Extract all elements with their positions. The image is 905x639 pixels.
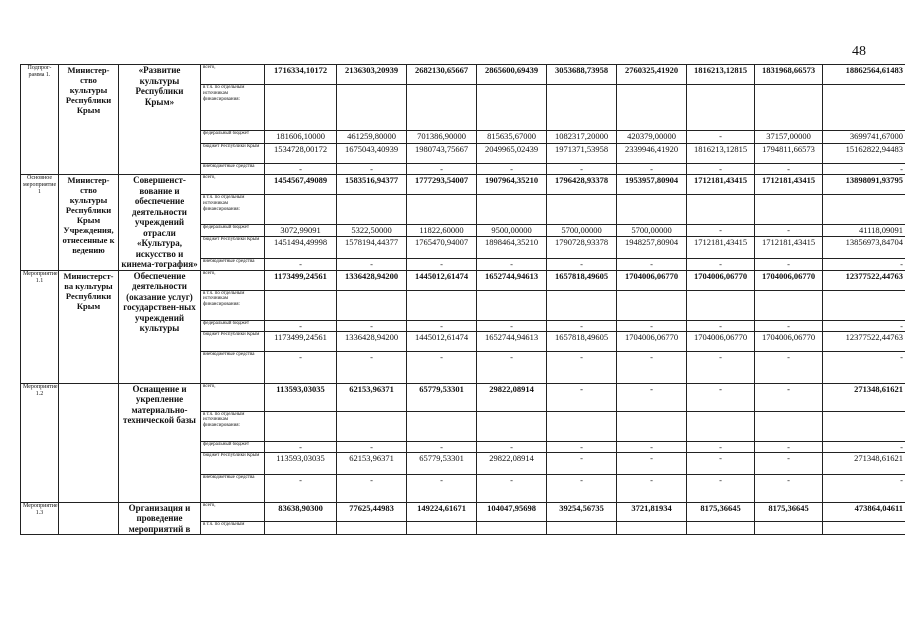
- year-value-cell: 1716334,10172: [265, 65, 337, 85]
- year-value-cell: 1451494,49998: [265, 237, 337, 259]
- year-value-cell: 1971371,53958: [547, 144, 617, 164]
- year-value-cell: -: [547, 351, 617, 383]
- year-value-cell: [547, 85, 617, 131]
- year-value-cell: 1336428,94200: [337, 270, 407, 290]
- funding-source-cell: федеральный бюджет: [201, 441, 265, 452]
- year-value-cell: -: [755, 320, 823, 331]
- total-value-cell: 41118,09091: [823, 225, 905, 237]
- year-value-cell: [477, 290, 547, 320]
- total-value-cell: -: [823, 259, 905, 270]
- year-value-cell: [407, 290, 477, 320]
- total-value-cell: 13898091,93795: [823, 175, 905, 195]
- year-value-cell: [337, 521, 407, 534]
- funding-source-cell: федеральный бюджет: [201, 131, 265, 144]
- total-value-cell: 12377522,44763: [823, 270, 905, 290]
- page-number: 48: [852, 44, 866, 59]
- year-value-cell: 1794811,66573: [755, 144, 823, 164]
- year-value-cell: 1765470,94007: [407, 237, 477, 259]
- year-value-cell: -: [337, 351, 407, 383]
- year-value-cell: [477, 85, 547, 131]
- year-value-cell: 9500,00000: [477, 225, 547, 237]
- year-value-cell: 2049965,02439: [477, 144, 547, 164]
- year-value-cell: 1704006,06770: [617, 331, 687, 351]
- year-value-cell: [617, 195, 687, 225]
- year-value-cell: -: [687, 383, 755, 411]
- year-value-cell: [755, 290, 823, 320]
- year-value-cell: 461259,80000: [337, 131, 407, 144]
- table-row: [21, 65, 905, 85]
- year-value-cell: [687, 521, 755, 534]
- total-value-cell: [823, 521, 905, 534]
- year-value-cell: 1652744,94613: [477, 331, 547, 351]
- year-value-cell: -: [617, 164, 687, 175]
- year-value-cell: [617, 411, 687, 441]
- total-value-cell: -: [823, 351, 905, 383]
- year-value-cell: -: [547, 164, 617, 175]
- year-value-cell: 2339946,41920: [617, 144, 687, 164]
- year-value-cell: -: [547, 474, 617, 502]
- year-value-cell: -: [617, 383, 687, 411]
- year-value-cell: 1712181,43415: [687, 175, 755, 195]
- year-value-cell: 1657818,49605: [547, 331, 617, 351]
- year-value-cell: [755, 521, 823, 534]
- year-value-cell: -: [265, 259, 337, 270]
- year-value-cell: -: [337, 474, 407, 502]
- year-value-cell: [547, 411, 617, 441]
- year-value-cell: 113593,03035: [265, 383, 337, 411]
- year-value-cell: 1953957,80904: [617, 175, 687, 195]
- year-value-cell: [547, 521, 617, 534]
- year-value-cell: 5700,00000: [547, 225, 617, 237]
- year-value-cell: 2136303,20939: [337, 65, 407, 85]
- total-value-cell: 271348,61621: [823, 383, 905, 411]
- year-value-cell: 83638,90300: [265, 502, 337, 521]
- year-value-cell: -: [755, 259, 823, 270]
- year-value-cell: -: [755, 452, 823, 474]
- year-value-cell: -: [407, 164, 477, 175]
- total-value-cell: 15162822,94483: [823, 144, 905, 164]
- year-value-cell: [687, 290, 755, 320]
- year-value-cell: -: [687, 225, 755, 237]
- year-value-cell: 1534728,00172: [265, 144, 337, 164]
- year-value-cell: 2760325,41920: [617, 65, 687, 85]
- year-value-cell: -: [755, 164, 823, 175]
- funding-source-cell: федеральный бюджет: [201, 320, 265, 331]
- funding-source-cell: всего,: [201, 175, 265, 195]
- year-value-cell: 1445012,61474: [407, 331, 477, 351]
- year-value-cell: -: [547, 383, 617, 411]
- funding-source-cell: внебюджетные средства: [201, 351, 265, 383]
- program-name-cell: Обеспечение деятельности (оказание услуг) государствен-ных учреждений культуры: [119, 270, 201, 383]
- year-value-cell: -: [755, 474, 823, 502]
- year-value-cell: 77625,44983: [337, 502, 407, 521]
- funding-source-cell: внебюджетные средства: [201, 259, 265, 270]
- year-value-cell: 65779,53301: [407, 452, 477, 474]
- year-value-cell: 1454567,49089: [265, 175, 337, 195]
- year-value-cell: [337, 195, 407, 225]
- year-value-cell: -: [687, 131, 755, 144]
- year-value-cell: -: [755, 383, 823, 411]
- section-code-cell: Мероприятие 1.3: [21, 502, 59, 535]
- funding-source-cell: бюджет Республики Крым: [201, 237, 265, 259]
- year-value-cell: [407, 85, 477, 131]
- year-value-cell: -: [547, 452, 617, 474]
- year-value-cell: 65779,53301: [407, 383, 477, 411]
- funding-source-cell: в т.ч. по отдельным: [201, 521, 265, 534]
- year-value-cell: -: [547, 259, 617, 270]
- year-value-cell: [755, 195, 823, 225]
- funding-source-cell: бюджет Республики Крым: [201, 452, 265, 474]
- section-code-cell: Подпрог-рамма 1.: [21, 65, 59, 175]
- year-value-cell: [547, 195, 617, 225]
- total-value-cell: [823, 290, 905, 320]
- year-value-cell: -: [407, 351, 477, 383]
- responsible-cell: [59, 383, 119, 502]
- year-value-cell: 1712181,43415: [687, 237, 755, 259]
- year-value-cell: 1082317,20000: [547, 131, 617, 144]
- year-value-cell: 1173499,24561: [265, 331, 337, 351]
- funding-source-cell: бюджет Республики Крым: [201, 144, 265, 164]
- year-value-cell: -: [687, 320, 755, 331]
- year-value-cell: 62153,96371: [337, 383, 407, 411]
- year-value-cell: 1831968,66573: [755, 65, 823, 85]
- year-value-cell: -: [617, 452, 687, 474]
- year-value-cell: -: [477, 320, 547, 331]
- year-value-cell: 181606,10000: [265, 131, 337, 144]
- year-value-cell: 1583516,94377: [337, 175, 407, 195]
- section-code-cell: Мероприятие 1.2: [21, 383, 59, 502]
- funding-source-cell: внебюджетные средства: [201, 164, 265, 175]
- year-value-cell: -: [755, 441, 823, 452]
- year-value-cell: 1675043,40939: [337, 144, 407, 164]
- year-value-cell: [617, 290, 687, 320]
- year-value-cell: 8175,36645: [755, 502, 823, 521]
- total-value-cell: 473864,04611: [823, 502, 905, 521]
- year-value-cell: 420379,00000: [617, 131, 687, 144]
- year-value-cell: 2682130,65667: [407, 65, 477, 85]
- year-value-cell: 1704006,06770: [755, 270, 823, 290]
- funding-source-cell: в т.ч. по отдельным источникам финансирования:: [201, 411, 265, 441]
- year-value-cell: [337, 411, 407, 441]
- year-value-cell: 1790728,93378: [547, 237, 617, 259]
- total-value-cell: -: [823, 320, 905, 331]
- year-value-cell: -: [407, 320, 477, 331]
- year-value-cell: -: [337, 164, 407, 175]
- year-value-cell: -: [687, 351, 755, 383]
- year-value-cell: -: [477, 474, 547, 502]
- year-value-cell: 1777293,54007: [407, 175, 477, 195]
- year-value-cell: 1712181,43415: [755, 175, 823, 195]
- responsible-cell: [59, 502, 119, 535]
- year-value-cell: -: [265, 441, 337, 452]
- funding-source-cell: федеральный бюджет: [201, 225, 265, 237]
- year-value-cell: [687, 195, 755, 225]
- total-value-cell: -: [823, 474, 905, 502]
- total-value-cell: 12377522,44763: [823, 331, 905, 351]
- year-value-cell: 1796428,93378: [547, 175, 617, 195]
- total-value-cell: -: [823, 441, 905, 452]
- total-value-cell: [823, 85, 905, 131]
- year-value-cell: 1816213,12815: [687, 65, 755, 85]
- year-value-cell: [265, 85, 337, 131]
- program-name-cell: Оснащение и укрепление материально-технической базы: [119, 383, 201, 502]
- year-value-cell: 1336428,94200: [337, 331, 407, 351]
- year-value-cell: [477, 521, 547, 534]
- year-value-cell: 701386,90000: [407, 131, 477, 144]
- year-value-cell: [477, 411, 547, 441]
- table-row: [21, 175, 905, 195]
- year-value-cell: [265, 195, 337, 225]
- year-value-cell: 5700,00000: [617, 225, 687, 237]
- year-value-cell: 104047,95698: [477, 502, 547, 521]
- year-value-cell: -: [477, 351, 547, 383]
- year-value-cell: -: [477, 164, 547, 175]
- year-value-cell: [407, 411, 477, 441]
- year-value-cell: -: [407, 474, 477, 502]
- year-value-cell: 1445012,61474: [407, 270, 477, 290]
- year-value-cell: 29822,08914: [477, 383, 547, 411]
- total-value-cell: -: [823, 164, 905, 175]
- funding-source-cell: всего,: [201, 502, 265, 521]
- total-value-cell: [823, 195, 905, 225]
- year-value-cell: -: [687, 474, 755, 502]
- funding-source-cell: всего,: [201, 383, 265, 411]
- year-value-cell: -: [687, 164, 755, 175]
- funding-source-cell: внебюджетные средства: [201, 474, 265, 502]
- year-value-cell: 1657818,49605: [547, 270, 617, 290]
- year-value-cell: 1704006,06770: [687, 331, 755, 351]
- year-value-cell: -: [407, 259, 477, 270]
- year-value-cell: -: [617, 474, 687, 502]
- year-value-cell: 1816213,12815: [687, 144, 755, 164]
- year-value-cell: 29822,08914: [477, 452, 547, 474]
- year-value-cell: -: [617, 259, 687, 270]
- year-value-cell: 1907964,35210: [477, 175, 547, 195]
- year-value-cell: [755, 411, 823, 441]
- table-row: [21, 502, 905, 521]
- total-value-cell: [823, 411, 905, 441]
- table-row: [21, 270, 905, 290]
- year-value-cell: [687, 85, 755, 131]
- year-value-cell: 8175,36645: [687, 502, 755, 521]
- year-value-cell: 5322,50000: [337, 225, 407, 237]
- year-value-cell: 1898464,35210: [477, 237, 547, 259]
- year-value-cell: -: [337, 320, 407, 331]
- funding-source-cell: всего,: [201, 270, 265, 290]
- year-value-cell: -: [477, 441, 547, 452]
- year-value-cell: -: [337, 259, 407, 270]
- year-value-cell: -: [265, 320, 337, 331]
- year-value-cell: -: [687, 441, 755, 452]
- program-name-cell: «Развитие культуры Республики Крым»: [119, 65, 201, 175]
- year-value-cell: [337, 85, 407, 131]
- year-value-cell: -: [617, 320, 687, 331]
- year-value-cell: -: [617, 441, 687, 452]
- year-value-cell: 1980743,75667: [407, 144, 477, 164]
- year-value-cell: -: [265, 474, 337, 502]
- year-value-cell: -: [265, 351, 337, 383]
- total-value-cell: 13856973,84704: [823, 237, 905, 259]
- responsible-cell: Министер-ство культуры Республики Крым: [59, 65, 119, 175]
- year-value-cell: 3721,81934: [617, 502, 687, 521]
- table-row: [21, 383, 905, 411]
- budget-table: [20, 64, 905, 535]
- year-value-cell: 2865600,69439: [477, 65, 547, 85]
- year-value-cell: [265, 290, 337, 320]
- funding-source-cell: всего,: [201, 65, 265, 85]
- year-value-cell: [617, 85, 687, 131]
- section-code-cell: Мероприятие 1.1: [21, 270, 59, 383]
- year-value-cell: 1652744,94613: [477, 270, 547, 290]
- year-value-cell: -: [547, 320, 617, 331]
- year-value-cell: 1704006,06770: [755, 331, 823, 351]
- year-value-cell: -: [477, 259, 547, 270]
- funding-source-cell: в т.ч. по отдельным источникам финансирования:: [201, 85, 265, 131]
- year-value-cell: 11822,60000: [407, 225, 477, 237]
- year-value-cell: 62153,96371: [337, 452, 407, 474]
- year-value-cell: 1578194,44377: [337, 237, 407, 259]
- total-value-cell: 3699741,67000: [823, 131, 905, 144]
- year-value-cell: -: [265, 164, 337, 175]
- year-value-cell: 815635,67000: [477, 131, 547, 144]
- year-value-cell: [547, 290, 617, 320]
- year-value-cell: [407, 195, 477, 225]
- program-name-cell: Организация и проведение мероприятий в: [119, 502, 201, 535]
- year-value-cell: -: [407, 441, 477, 452]
- section-code-cell: Основное мероприятие 1: [21, 175, 59, 271]
- year-value-cell: 37157,00000: [755, 131, 823, 144]
- year-value-cell: 3053688,73958: [547, 65, 617, 85]
- year-value-cell: 1173499,24561: [265, 270, 337, 290]
- year-value-cell: 113593,03035: [265, 452, 337, 474]
- total-value-cell: 271348,61621: [823, 452, 905, 474]
- year-value-cell: -: [687, 259, 755, 270]
- year-value-cell: 3072,99091: [265, 225, 337, 237]
- responsible-cell: Министер-ство культуры Республики Крым Учреждения, отнесенные к ведению: [59, 175, 119, 271]
- responsible-cell: Министерст-ва культуры Республики Крым: [59, 270, 119, 383]
- year-value-cell: [265, 411, 337, 441]
- year-value-cell: -: [687, 452, 755, 474]
- year-value-cell: [687, 411, 755, 441]
- year-value-cell: [755, 85, 823, 131]
- year-value-cell: [477, 195, 547, 225]
- year-value-cell: -: [755, 225, 823, 237]
- year-value-cell: -: [617, 351, 687, 383]
- year-value-cell: 1704006,06770: [617, 270, 687, 290]
- year-value-cell: 149224,61671: [407, 502, 477, 521]
- year-value-cell: 1948257,80904: [617, 237, 687, 259]
- year-value-cell: [617, 521, 687, 534]
- year-value-cell: -: [337, 441, 407, 452]
- year-value-cell: 39254,56735: [547, 502, 617, 521]
- total-value-cell: 18862564,61483: [823, 65, 905, 85]
- funding-source-cell: в т.ч. по отдельным источникам финансирования:: [201, 290, 265, 320]
- year-value-cell: -: [755, 351, 823, 383]
- year-value-cell: [265, 521, 337, 534]
- funding-source-cell: в т.ч. по отдельным источникам финансирования:: [201, 195, 265, 225]
- year-value-cell: 1704006,06770: [687, 270, 755, 290]
- program-name-cell: Совершенст-вование и обеспечение деятельности учреждений отрасли «Культура, искусство и кинема-тография»: [119, 175, 201, 271]
- funding-source-cell: бюджет Республики Крым: [201, 331, 265, 351]
- year-value-cell: [407, 521, 477, 534]
- year-value-cell: 1712181,43415: [755, 237, 823, 259]
- year-value-cell: -: [547, 441, 617, 452]
- year-value-cell: [337, 290, 407, 320]
